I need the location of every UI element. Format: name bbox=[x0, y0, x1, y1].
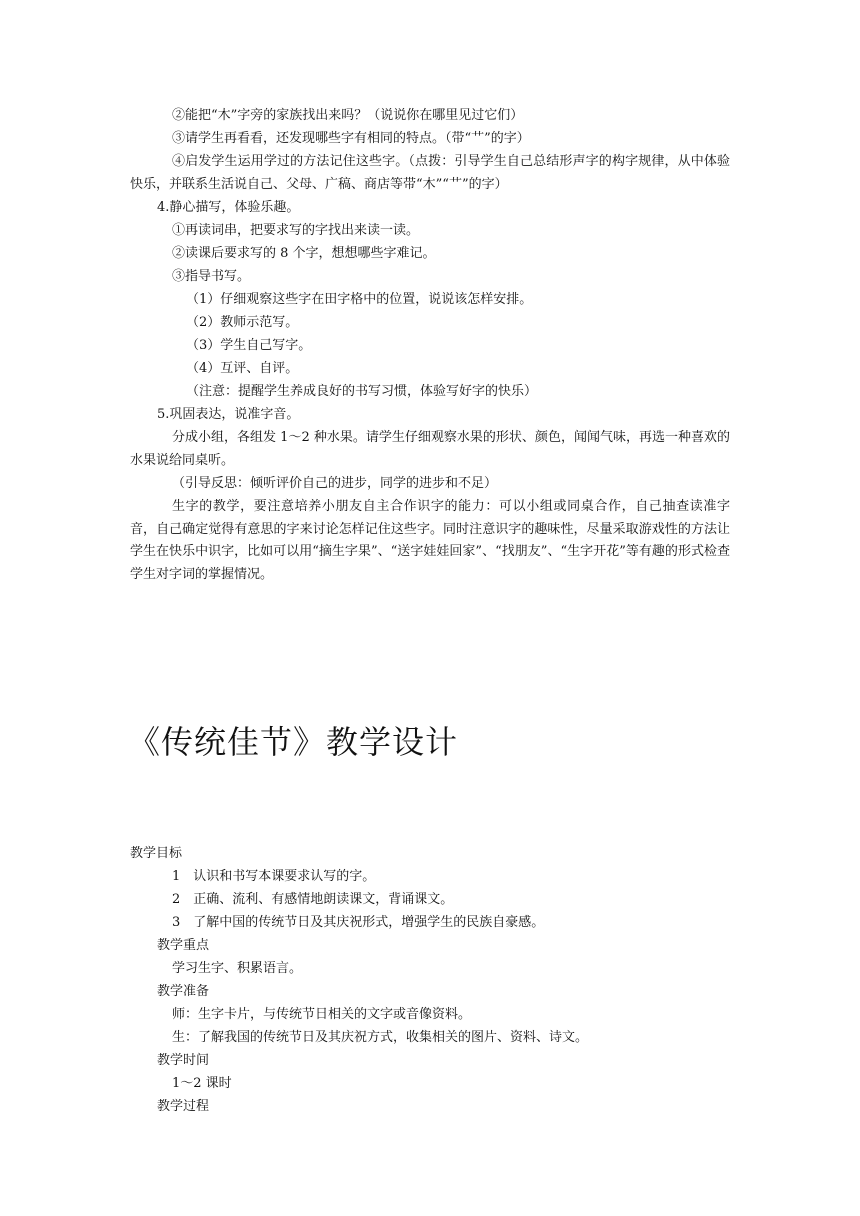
step-4-item-2: ②读课后要求写的 8 个字，想想哪些字难记。 bbox=[172, 246, 436, 261]
question-4: ④启发学生运用学过的方法记住这些字。（点拨：引导学生自己总结形声字的构字规律，从中体验快乐，并联系生活说自己、父母、广稿、商店等带“木”“艹”的字） bbox=[130, 154, 730, 192]
writing-step-3: （3）学生自己写字。 bbox=[186, 338, 312, 353]
prep-student: 生：了解我国的传统节日及其庆祝方式，收集相关的图片、资料、诗文。 bbox=[172, 1030, 589, 1045]
focus-text: 学习生字、积累语言。 bbox=[172, 961, 303, 976]
writing-step-4: （4）互评、自评。 bbox=[186, 361, 299, 376]
writing-step-2: （2）教师示范写。 bbox=[186, 315, 299, 330]
summary-paragraph: 生字的教学，要注意培养小朋友自主合作识字的能力：可以小组或同桌合作，自己抽查读准字音，自己确定觉得有意思的字来讨论怎样记住这些字。同时注意识字的趣味性，尽量采取游戏性的方法让学生在快乐中识字，比如可以用“摘生字果”、“送字娃娃回家”、“找朋友”、“生字开花”等有趣的形式检查学生对字词的掌握情况。 bbox=[130, 499, 730, 582]
goal-3: 3 了解中国的传统节日及其庆祝形式，增强学生的民族自豪感。 bbox=[172, 915, 545, 930]
time-text: 1～2 课时 bbox=[172, 1076, 232, 1091]
step-4-heading: 4.静心描写，体验乐趣。 bbox=[157, 200, 300, 215]
question-2: ②能把“木”字旁的家族找出来吗？（说说你在哪里见过它们） bbox=[172, 108, 524, 123]
goal-2: 2 正确、流利、有感情地朗读课文，背诵课文。 bbox=[172, 892, 454, 907]
prep-heading: 教学准备 bbox=[157, 984, 210, 999]
goals-heading: 教学目标 bbox=[130, 846, 183, 861]
step-5-heading: 5.巩固表达，说准字音。 bbox=[157, 407, 300, 422]
process-heading: 教学过程 bbox=[157, 1099, 210, 1114]
writing-step-1: （1）仔细观察这些字在田字格中的位置，说说该怎样安排。 bbox=[186, 292, 533, 307]
step-4-item-3: ③指导书写。 bbox=[172, 269, 251, 284]
prep-teacher: 师：生字卡片，与传统节日相关的文字或音像资料。 bbox=[172, 1007, 472, 1022]
reflection-note: （引导反思：倾听评价自己的进步，同学的进步和不足） bbox=[172, 476, 498, 491]
step-5-paragraph: 分成小组，各组发 1～2 种水果。请学生仔细观察水果的形状、颜色，闻闻气味，再选一种喜欢的水果说给同桌听。 bbox=[130, 430, 730, 468]
writing-note: （注意：提醒学生养成良好的书写习惯，体验写好字的快乐） bbox=[186, 384, 538, 399]
focus-heading: 教学重点 bbox=[157, 938, 210, 953]
question-3: ③请学生再看看，还发现哪些字有相同的特点。（带“艹”的字） bbox=[172, 131, 530, 146]
goal-1: 1 认识和书写本课要求认写的字。 bbox=[172, 869, 376, 884]
step-4-item-1: ①再读词串，把要求写的字找出来读一读。 bbox=[172, 223, 420, 238]
time-heading: 教学时间 bbox=[157, 1053, 210, 1068]
lesson-title: 《传统佳节》教学设计 bbox=[128, 723, 459, 761]
